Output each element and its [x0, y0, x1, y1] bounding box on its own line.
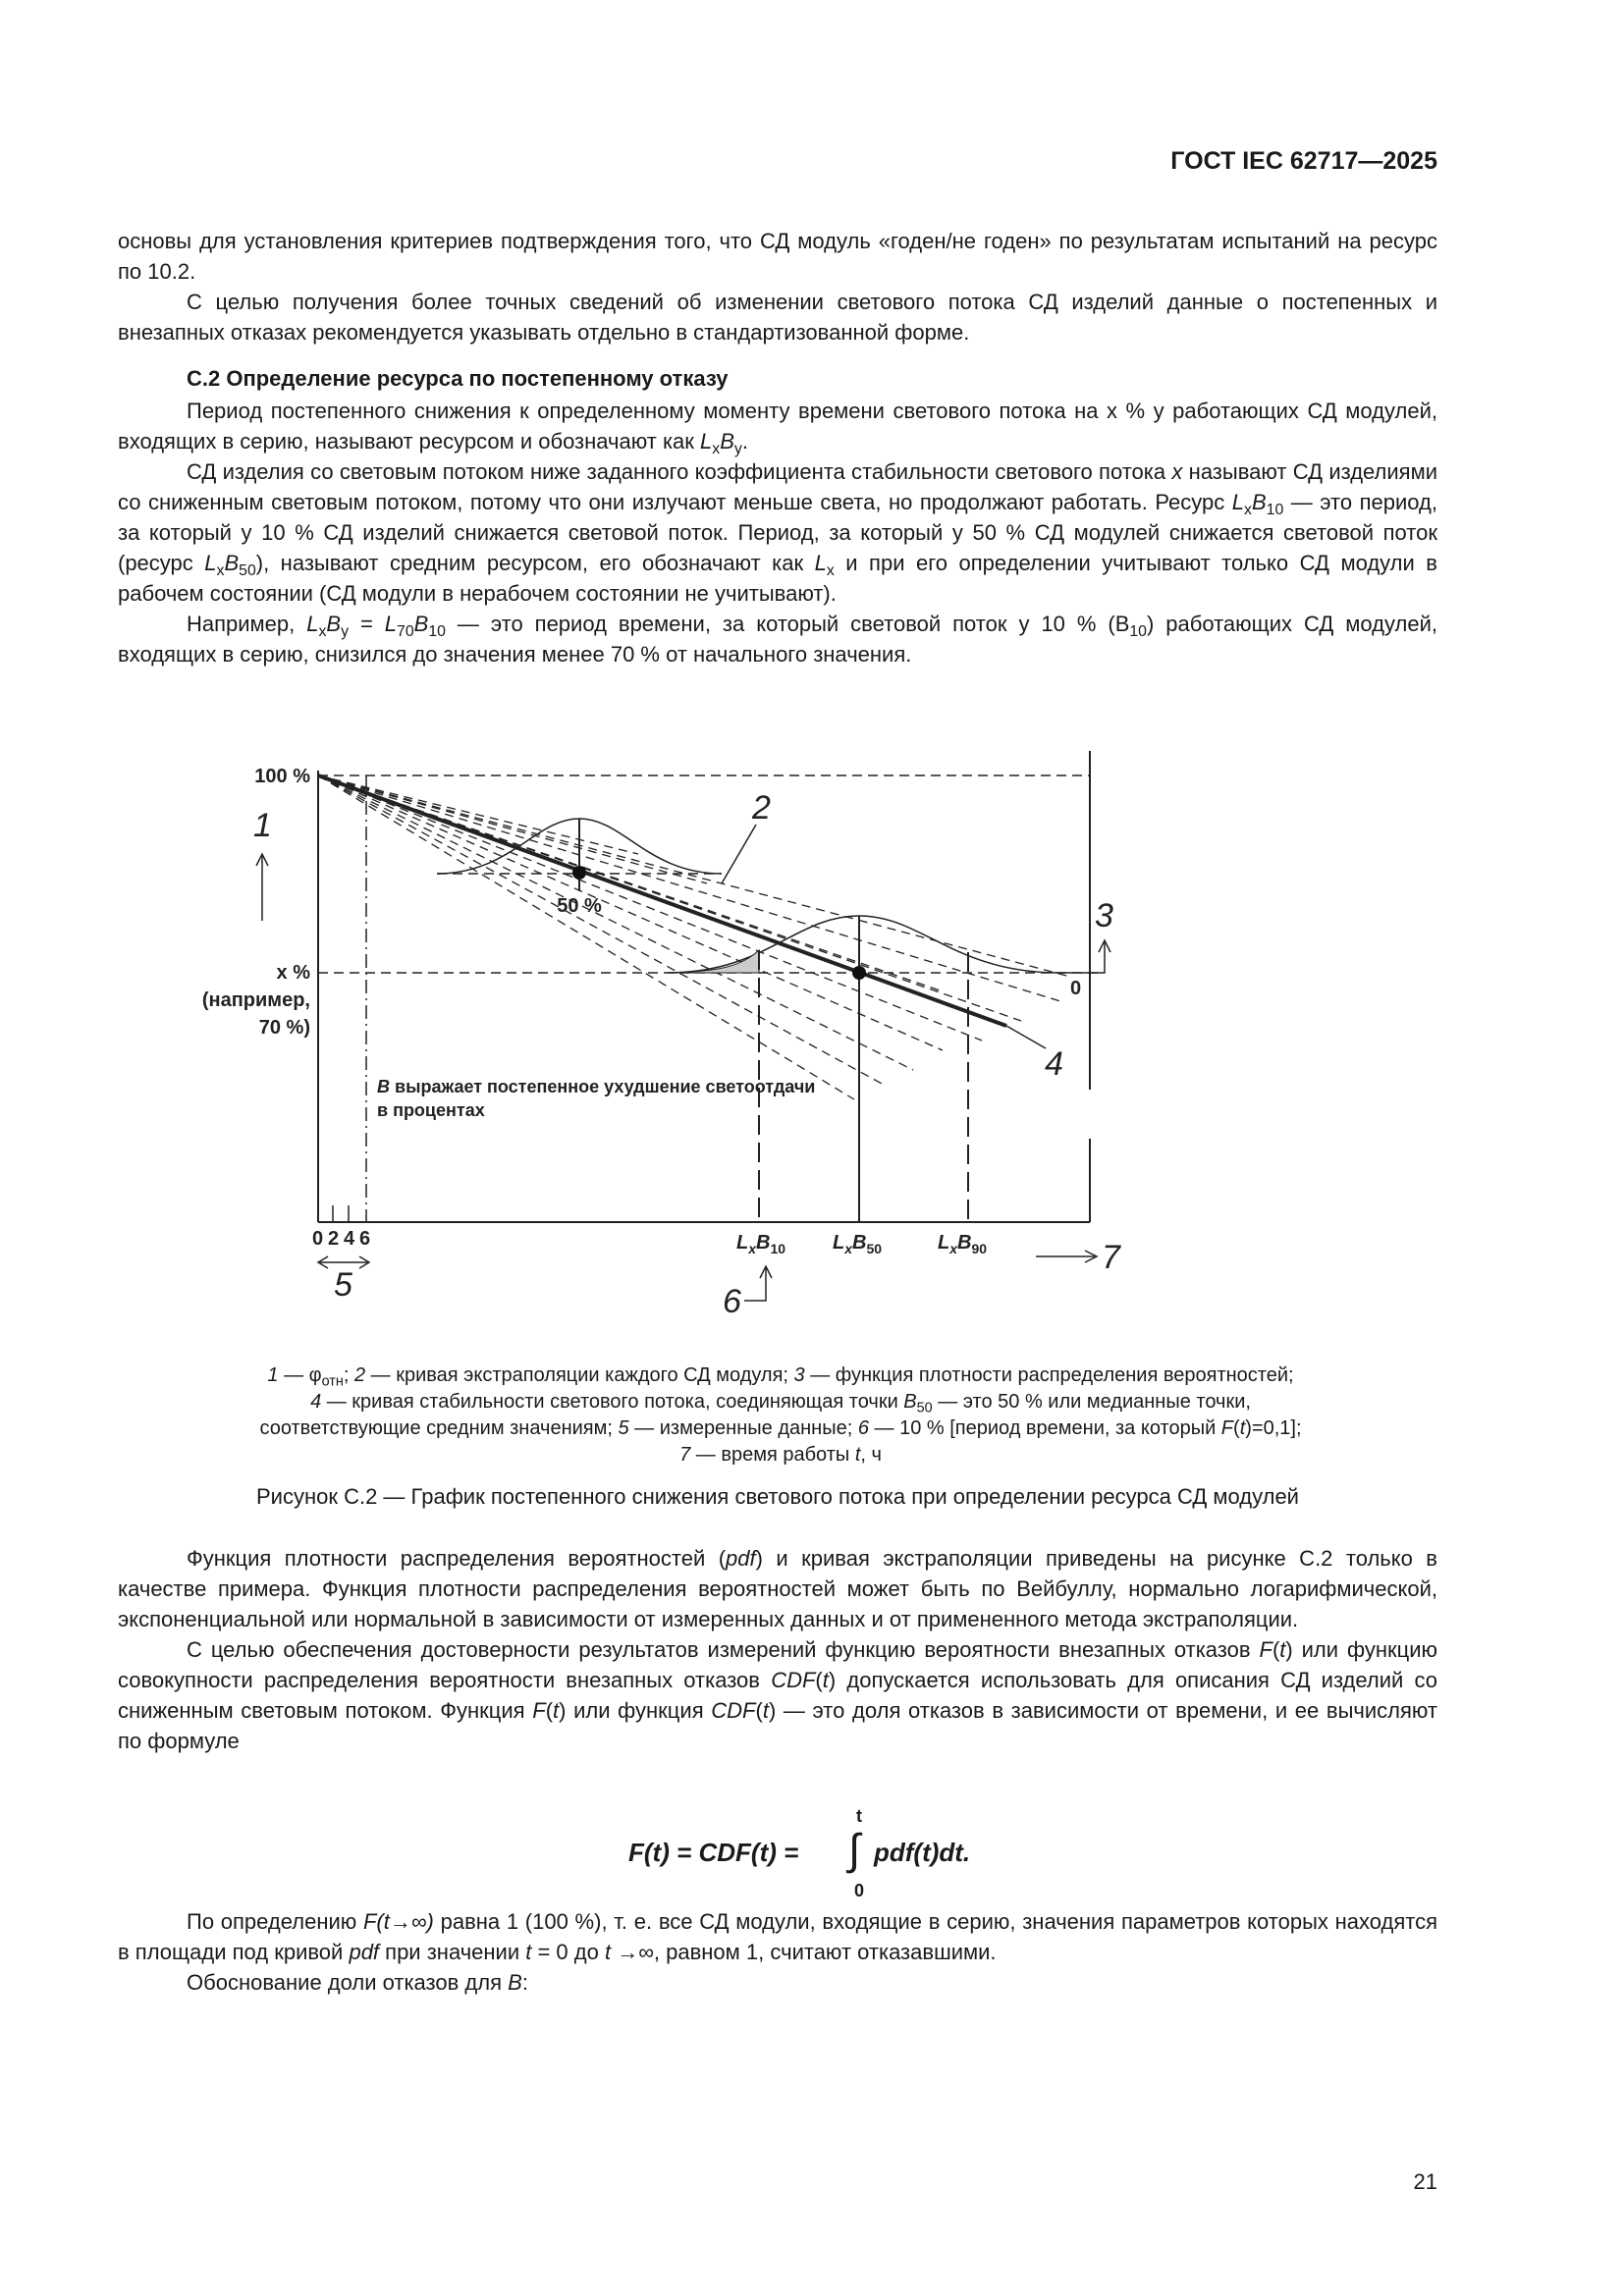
legend-line [177, 1415, 1384, 1442]
figure-legend [177, 1362, 1384, 1468]
label-lxb90: $L_xB_{90}$ [938, 1232, 988, 1256]
label-7: 7 [1102, 1239, 1120, 1276]
text-run: t [1279, 1637, 1286, 1662]
extrapolation-line [318, 775, 982, 1041]
paragraph [118, 1634, 1437, 1756]
label-3: 3 [1095, 897, 1113, 934]
text-run: y [341, 622, 350, 640]
label-lxb10: $L_xB_{10}$ [736, 1232, 786, 1256]
body-text-bottom [118, 1906, 1437, 1998]
formula-integrand: pdf(t)dt. [874, 1838, 971, 1867]
median-point-lx [852, 966, 866, 980]
text-run: 10 [1266, 501, 1284, 518]
text-run: — это период времени, за который световой поток у 10 % (B [445, 612, 1130, 636]
text-run: — это 50 % или медианные точки, [932, 1391, 1251, 1413]
text-run: Обоснование доли отказов для [187, 1970, 509, 1995]
text-run: t [854, 1444, 861, 1466]
paragraph [118, 1906, 1437, 1967]
text-run: 50 [239, 561, 256, 579]
paragraph [118, 1543, 1437, 1634]
text-run: ( [1233, 1417, 1240, 1439]
text-run: Функция плотности распределения вероятностей ( [187, 1546, 727, 1571]
text-run: отн [321, 1373, 344, 1390]
body-text-mid [118, 1543, 1437, 1756]
text-run: L [1231, 490, 1245, 514]
text-run: — 10 % [период времени, за который [868, 1417, 1221, 1439]
text-run: ), называют средним ресурсом, его обозначают как [255, 551, 815, 575]
diagram-note [377, 1077, 815, 1096]
text-run: = [349, 612, 385, 636]
text-run: L [814, 551, 827, 575]
label-70-percent: 70 %) [258, 1017, 310, 1039]
text-run: B [1251, 490, 1267, 514]
extrapolation-line [318, 775, 884, 1085]
integral-lower: 0 [854, 1881, 865, 1900]
text-run: B [720, 429, 734, 454]
text-run: t [762, 1698, 769, 1723]
text-run: pdf [726, 1546, 756, 1571]
formula-lhs: F(t) = CDF(t) = [628, 1838, 799, 1867]
tick-label: 4 [344, 1228, 355, 1250]
text-run: L [204, 551, 217, 575]
label-100-percent: 100 % [254, 766, 310, 787]
text-run: С целью получения более точных сведений об изменении светового потока СД изделий данные о постепенных и внезапных отказах рекомендуется указывать отдельно в стандартизованной форме. [118, 290, 1437, 345]
text-run: L [384, 612, 398, 636]
document-header: ГОСТ IEC 62717—2025 [1170, 147, 1437, 175]
text-run: — это период, за который у 10 % СД изделий снижается световой поток. Период, за который у 50 % СД модулей снижается световой поток (ресурс [118, 490, 1437, 575]
text-run: ) работающих СД модулей, входящих в серию, снизился до значения менее 70 % от начального значения. [118, 612, 1437, 667]
text-run: ( [1272, 1637, 1280, 1662]
text-run: — функция плотности распределения вероятностей; [804, 1364, 1294, 1386]
text-run: x [216, 561, 225, 579]
tick-label: 6 [359, 1228, 371, 1250]
label-1: 1 [253, 807, 272, 844]
text-run: С целью обеспечения достоверности результатов измерений функцию вероятности внезапных отказов [187, 1637, 1260, 1662]
extrapolation-line [318, 775, 943, 1050]
legend-line [177, 1389, 1384, 1415]
text-run: B [326, 612, 342, 636]
text-run: F [1259, 1637, 1272, 1662]
text-run: называют СД изделиями со сниженным световым потоком, потому что они излучают меньше света, но продолжают работать. Ресурс [118, 459, 1438, 514]
extrapolation-line [318, 775, 854, 1099]
text-run: ) — это доля отказов в зависимости от времени, и ее вычисляют по формуле [118, 1698, 1437, 1753]
text-run: . [741, 429, 748, 454]
label-2: 2 [752, 789, 771, 827]
diagram-note-2: в процентах [377, 1100, 485, 1120]
note-text: выражает постепенное ухудшение светоотдачи [395, 1077, 816, 1096]
text-run: t [604, 1940, 612, 1964]
extrapolation-line [318, 775, 707, 883]
text-run: ; [343, 1364, 354, 1386]
text-run: pdf [349, 1940, 380, 1964]
text-run: F(t→∞) [362, 1909, 434, 1934]
text-run: 70 [397, 622, 414, 640]
text-run: 4 [310, 1391, 322, 1413]
text-run: y [733, 440, 742, 457]
label-lxb50: $L_xB_{50}$ [833, 1232, 883, 1256]
text-run: основы для установления критериев подтверждения того, что СД модуль «годен/не годен» по результатам испытаний на ресурс по 10.2. [118, 229, 1437, 284]
label-6: 6 [723, 1283, 741, 1320]
page-number: 21 [1413, 2169, 1437, 2194]
text-run: , ч [860, 1444, 882, 1466]
label-zero: 0 [1070, 978, 1082, 999]
label-example: (например, [201, 989, 310, 1011]
text-run: ( [545, 1698, 554, 1723]
text-run: 10 [428, 622, 446, 640]
paragraph [118, 1967, 1437, 1998]
text-run: По определению [187, 1909, 363, 1934]
text-run: B [903, 1391, 917, 1413]
legend-line [177, 1442, 1384, 1468]
text-run: ) или функцию совокупности распределения вероятности внезапных отказов [118, 1637, 1438, 1692]
extrapolation-lines [318, 775, 1070, 1099]
integral-sign: ∫ [848, 1826, 861, 1874]
text-run: 7 [679, 1444, 691, 1466]
label-50-percent: 50 % [557, 895, 602, 917]
text-run: — кривая стабильности светового потока, соединяющая точки [321, 1391, 904, 1413]
text-run: 3 [793, 1364, 805, 1386]
text-run: x [1171, 459, 1183, 484]
text-run: 2 [353, 1364, 366, 1386]
text-run: 1 [267, 1364, 279, 1386]
arrow-3 [1060, 942, 1105, 973]
text-run: x [1244, 501, 1252, 518]
note-b: B [377, 1077, 390, 1096]
leader-2 [722, 825, 756, 883]
label-5: 5 [334, 1266, 352, 1304]
text-run: ( [815, 1668, 823, 1692]
extrapolation-line [318, 775, 913, 1070]
text-run: 6 [857, 1417, 869, 1439]
text-run: при значении [379, 1940, 526, 1964]
text-run: равна 1 (100 %), т. е. все СД модули, входящие в серию, значения параметров которых находятся в площади под кривой [118, 1909, 1438, 1964]
text-run: F [532, 1698, 546, 1723]
tick-label: 0 [312, 1228, 324, 1250]
text-run: 10 [1129, 622, 1147, 640]
text-run: — кривая экстраполяции каждого СД модуля; [365, 1364, 794, 1386]
text-run: CDF [771, 1668, 816, 1692]
text-run: x [712, 440, 721, 457]
integral-upper: t [856, 1806, 862, 1826]
text-run: t [525, 1940, 532, 1964]
text-run: Период постепенного снижения к определенному моменту времени светового потока на x % у работающих СД модулей, входящих в серию, называют ресурсом и обозначают как [118, 399, 1437, 454]
text-run: — φ [278, 1364, 322, 1386]
text-run: — измеренные данные; [628, 1417, 858, 1439]
text-run: L [306, 612, 319, 636]
text-run: 5 [618, 1417, 629, 1439]
text-run: CDF [711, 1698, 756, 1723]
text-run: 50 [916, 1400, 933, 1416]
text-run: x [318, 622, 327, 640]
text-run: = 0 до [531, 1940, 605, 1964]
extrapolation-line [318, 775, 1060, 1001]
text-run: соответствующие средним значениям; [259, 1417, 619, 1439]
pdf-tail-b10 [668, 950, 759, 973]
text-run: L [700, 429, 713, 454]
median-point-50 [572, 866, 586, 880]
text-run: ( [755, 1698, 763, 1723]
cdf-formula [628, 1806, 1021, 1904]
text-run: ) и кривая экстраполяции приведены на рисунке С.2 только в качестве примера. Функция плотности распределения вероятностей может быть по Вейбуллу, нормально логарифмической, экспоненциальной или нормальной в зависимости от измеренных данных и от примененного метода экстраполяции. [118, 1546, 1437, 1631]
text-run: t [553, 1698, 560, 1723]
text-run: — время работы [690, 1444, 855, 1466]
label-4: 4 [1045, 1045, 1063, 1083]
text-run: →∞, равном 1, считают отказавшими. [611, 1940, 997, 1964]
text-run: t [822, 1668, 829, 1692]
tick-label: 2 [328, 1228, 340, 1250]
text-run: B [508, 1970, 522, 1995]
text-run: С.2 Определение ресурса по постепенному отказу [187, 366, 729, 391]
text-run: : [521, 1970, 528, 1995]
text-run: и при его определении учитывают только СД модули в рабочем состоянии (СД модули в нерабочем состоянии не учитывают). [118, 551, 1437, 606]
text-run: СД изделия со световым потоком ниже заданного коэффициента стабильности светового потока [187, 459, 1172, 484]
text-run: ) или функция [559, 1698, 712, 1723]
legend-line [177, 1362, 1384, 1389]
extrapolation-line [318, 775, 1070, 977]
text-run: ) допускается использовать для описания СД изделий со сниженным световым потоком. Функция [118, 1668, 1437, 1723]
text-run: B [413, 612, 429, 636]
flux-stability-curve [318, 775, 1006, 1026]
text-run: F [1220, 1417, 1234, 1439]
label-x-percent: x % [276, 962, 310, 984]
text-run: Например, [187, 612, 307, 636]
leader-4 [1006, 1026, 1046, 1048]
text-run: t [1239, 1417, 1246, 1439]
text-run: B [224, 551, 240, 575]
text-run: x [826, 561, 835, 579]
text-run: )=0,1]; [1245, 1417, 1302, 1439]
figure-caption: Рисунок С.2 — График постепенного снижения светового потока при определении ресурса СД модулей [256, 1484, 1299, 1509]
